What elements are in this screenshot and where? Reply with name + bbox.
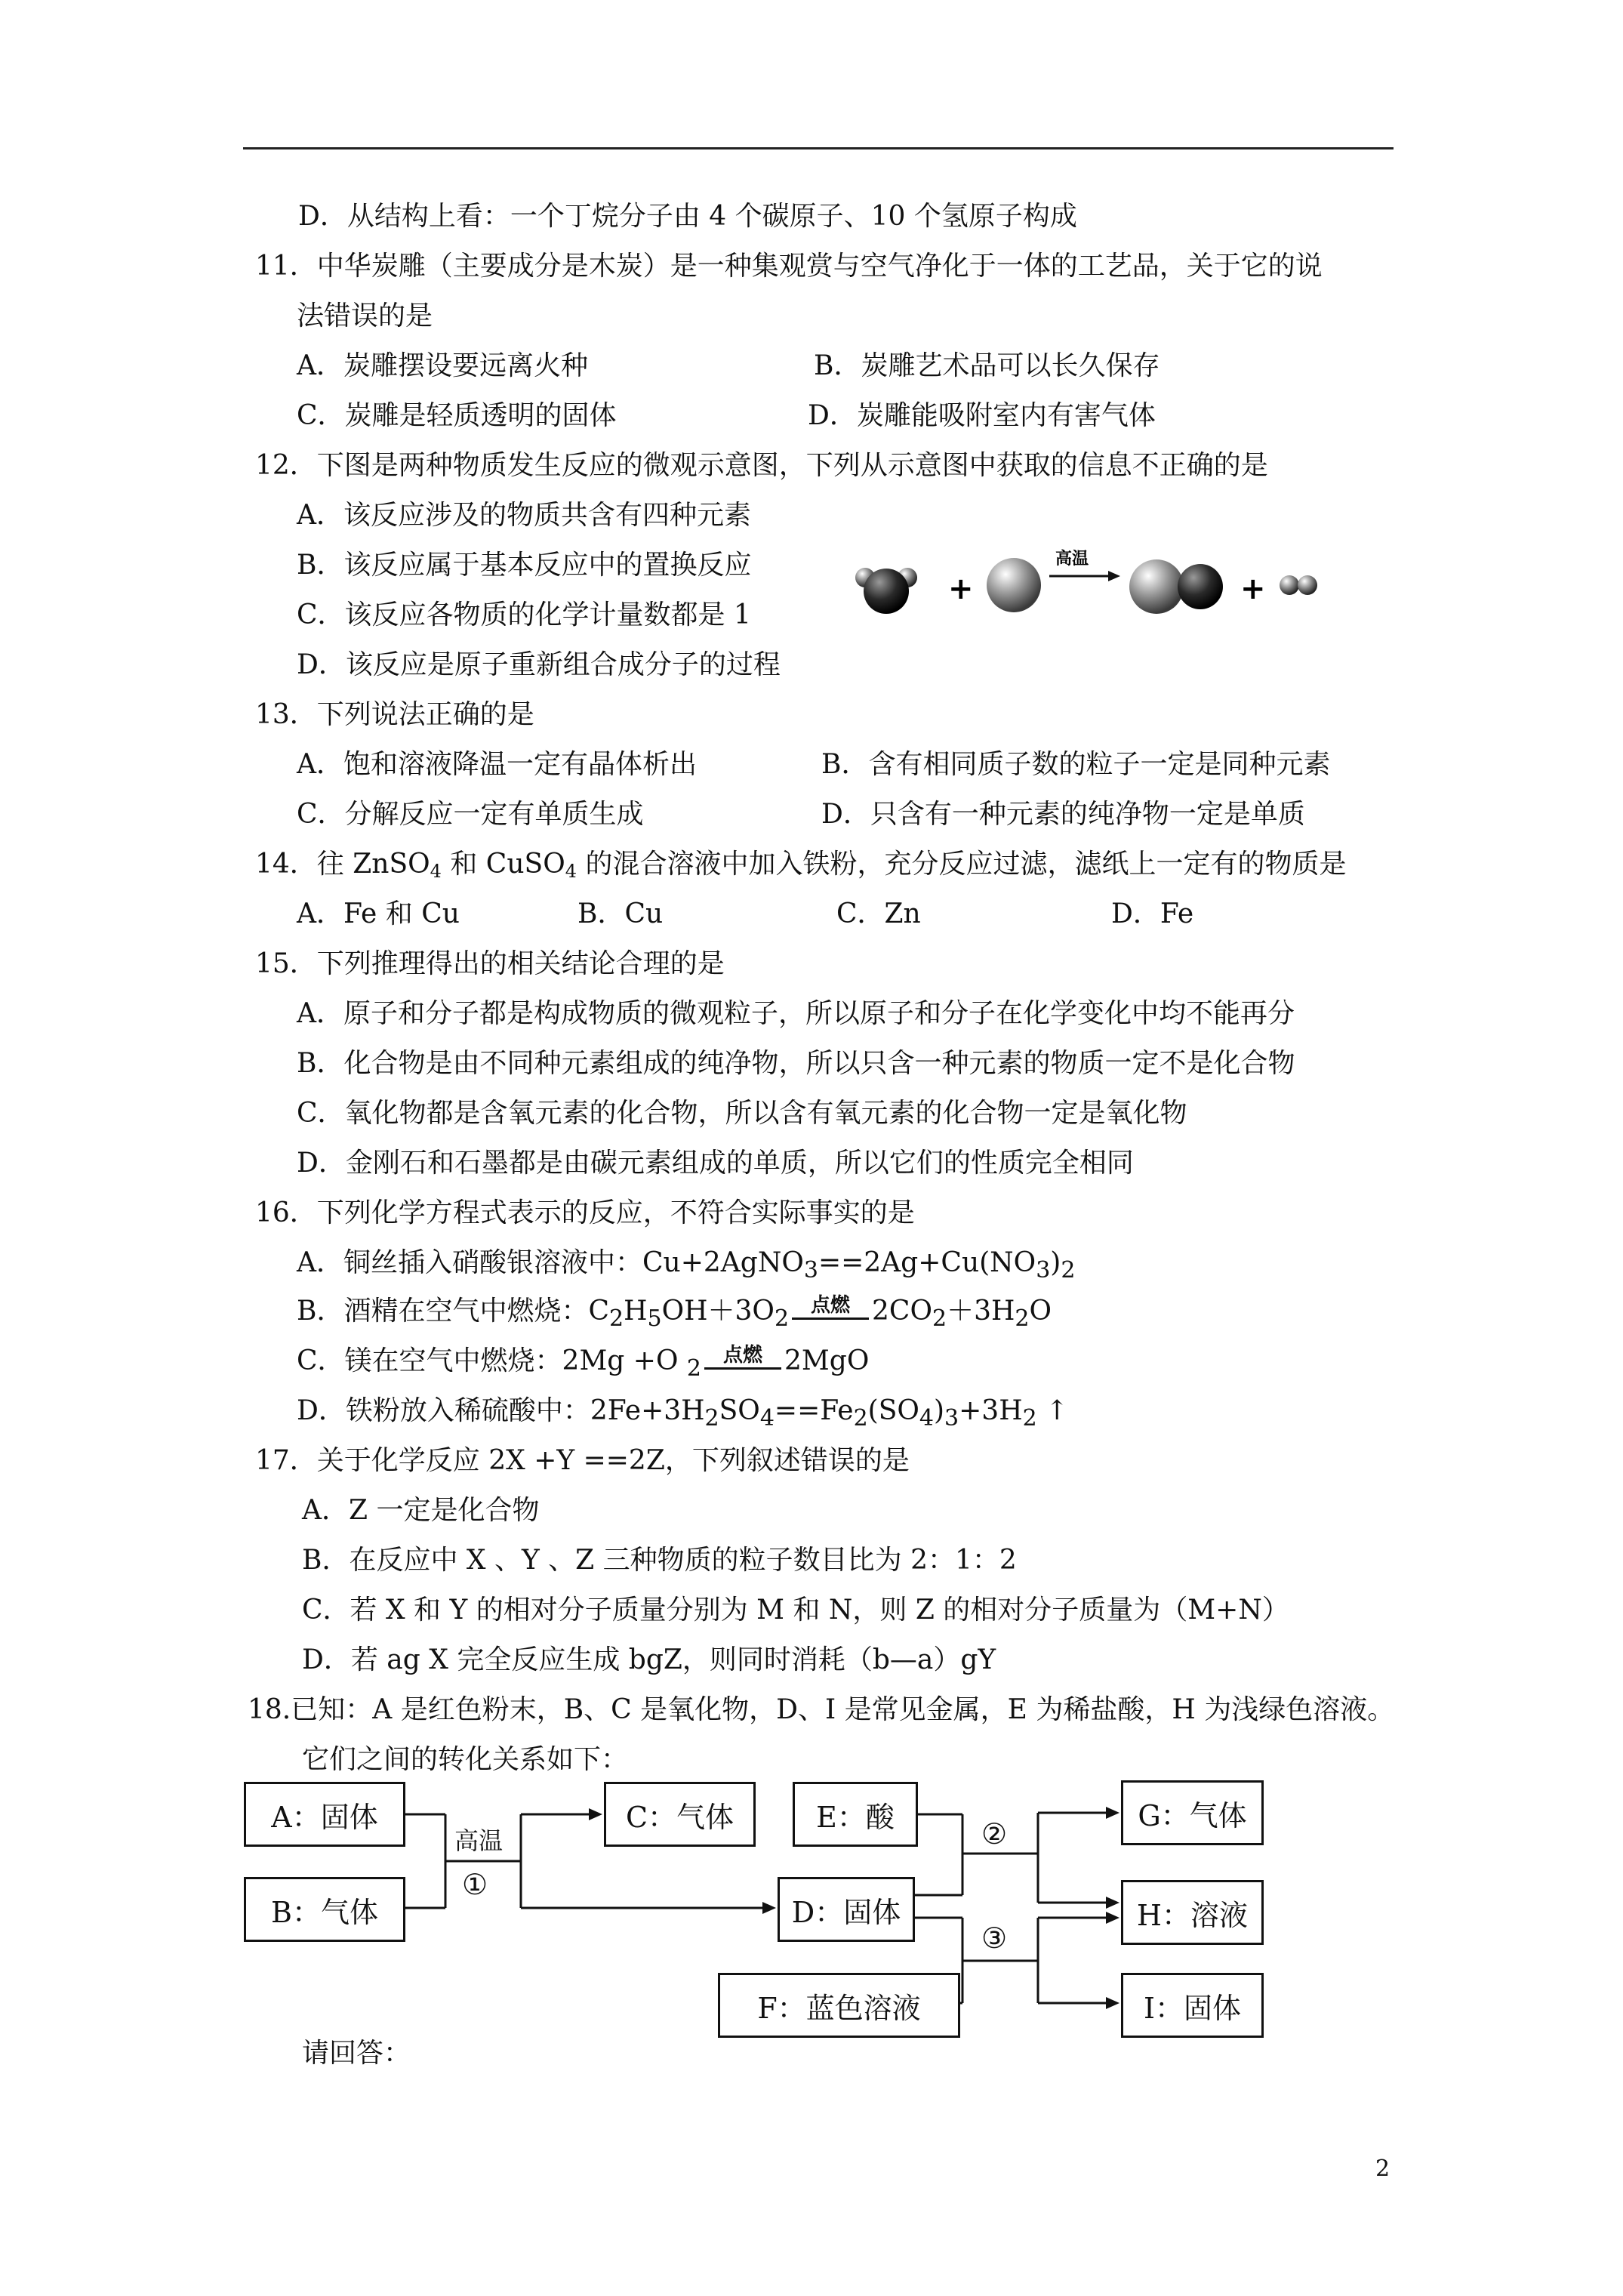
q13-option-a: A．饱和溶液降温一定有晶体析出	[297, 749, 697, 780]
q12-stem: 12．下图是两种物质发生反应的微观示意图，下列从示意图中获取的信息不正确的是	[255, 450, 1268, 481]
node-c: C：气体	[604, 1782, 756, 1847]
node-d: D：固体	[778, 1877, 915, 1942]
q13-option-d: D．只含有一种元素的纯净物一定是单质	[821, 799, 1305, 830]
ignite-arrow: 点燃	[789, 1298, 872, 1328]
flow-step-2: ②	[981, 1817, 1008, 1851]
q14-stem: 14．往 ZnSO$_4$ 和 CuSO$_4$ 的混合溶液中加入铁粉，充分反应过滤，滤纸上一定有的物质是	[255, 849, 1347, 882]
q13-option-b: B．含有相同质子数的粒子一定是同种元素	[821, 749, 1331, 780]
reaction-condition: 高温	[1055, 550, 1089, 569]
arrowhead-to-h-2	[1106, 1912, 1119, 1924]
q12-option-d: D．该反应是原子重新组合成分子的过程	[297, 649, 781, 680]
q11-option-d: D．炭雕能吸附室内有害气体	[808, 400, 1156, 431]
q11-option-c: C．炭雕是轻质透明的固体	[297, 400, 617, 431]
q14-option-c: C．Zn	[836, 898, 921, 929]
q18-stem: 18.已知：A 是红色粉末，B、C 是氧化物，D、I 是常见金属，E 为稀盐酸，H 为浅绿色溶液。	[248, 1694, 1395, 1725]
q15-option-d: D．金刚石和石墨都是由碳元素组成的单质，所以它们的性质完全相同	[297, 1148, 1134, 1179]
q12-option-c: C．该反应各物质的化学计量数都是 1	[297, 599, 751, 630]
flow-step-3: ③	[981, 1922, 1008, 1955]
q14-option-b: B．Cu	[577, 898, 664, 929]
q11-stem-cont: 法错误的是	[297, 300, 433, 331]
flow-step-1: ①	[462, 1868, 488, 1901]
q17-option-a: A．Z 一定是化合物	[302, 1495, 540, 1526]
q16-stem: 16．下列化学方程式表示的反应，不符合实际事实的是	[255, 1197, 915, 1228]
q12-option-a: A．该反应涉及的物质共含有四种元素	[297, 500, 751, 531]
flow-condition-high-temp: 高温	[454, 1826, 504, 1855]
q13-stem: 13．下列说法正确的是	[255, 699, 534, 730]
q11-stem: 11．中华炭雕（主要成分是木炭）是一种集观赏与空气净化于一体的工艺品，关于它的说	[255, 251, 1323, 282]
arrowhead-to-g	[1106, 1807, 1119, 1819]
q11-option-a: A．炭雕摆设要远离火种	[297, 350, 588, 381]
q14-option-d: D．Fe	[1111, 898, 1194, 929]
page-number: 2	[1375, 2156, 1390, 2182]
q15-stem: 15．下列推理得出的相关结论合理的是	[255, 948, 725, 979]
node-e: E：酸	[793, 1782, 918, 1847]
q17-option-c: C．若 X 和 Y 的相对分子质量分别为 M 和 N，则 Z 的相对分子质量为（M+N）	[302, 1595, 1289, 1626]
plus-sign-2: +	[1240, 572, 1266, 606]
ignite-arrow-2: 点燃	[701, 1348, 784, 1378]
q12-option-b: B．该反应属于基本反应中的置换反应	[297, 550, 752, 581]
q10-option-d: D．从结构上看：一个丁烷分子由 4 个碳原子、10 个氢原子构成	[298, 201, 1077, 232]
q16-option-b: B．酒精在空气中燃烧：$C_2H_5OH+3O_2$ 点燃 $2CO_2+3H_2O$	[297, 1294, 1052, 1333]
arrowhead-to-i	[1106, 1997, 1119, 2009]
answer-prompt: 请回答：	[302, 2038, 411, 2069]
q16-option-a: A．铜丝插入硝酸银溶液中：$Cu+2AgNO_3==2Ag+Cu(NO_3)_2$	[297, 1247, 1076, 1284]
arrowhead-to-h-1	[1106, 1897, 1119, 1909]
node-g: G：气体	[1121, 1780, 1264, 1845]
node-i: I：固体	[1121, 1973, 1264, 2038]
q15-option-a: A．原子和分子都是构成物质的微观粒子，所以原子和分子在化学变化中均不能再分	[297, 998, 1295, 1029]
q14-option-a: A．Fe 和 Cu	[297, 898, 460, 929]
q11-option-b: B．炭雕艺术品可以长久保存	[814, 350, 1160, 381]
q17-option-b: B．在反应中 X 、Y 、Z 三种物质的粒子数目比为 2：1：2	[302, 1545, 1017, 1576]
q15-option-c: C．氧化物都是含氧元素的化合物，所以含有氧元素的化合物一定是氧化物	[297, 1098, 1187, 1129]
node-f: F：蓝色溶液	[718, 1973, 960, 2038]
q17-stem: 17．关于化学反应 2X +Y ==2Z，下列叙述错误的是	[255, 1445, 910, 1476]
node-h: H：溶液	[1121, 1880, 1264, 1945]
arrowhead-to-c	[589, 1808, 602, 1820]
q16-option-c: C．镁在空气中燃烧：2Mg +O $_2$ 点燃 2MgO	[297, 1344, 870, 1382]
node-a: A：固体	[244, 1782, 405, 1847]
node-b: B：气体	[244, 1877, 405, 1942]
q13-option-c: C．分解反应一定有单质生成	[297, 799, 644, 830]
q18-stem-cont: 它们之间的转化关系如下：	[302, 1744, 629, 1775]
q17-option-d: D．若 ag X 完全反应生成 bgZ，则同时消耗（b—a）gY	[302, 1644, 996, 1675]
plus-sign: +	[948, 572, 974, 606]
q15-option-b: B．化合物是由不同种元素组成的纯净物，所以只含一种元素的物质一定不是化合物	[297, 1048, 1295, 1079]
q16-option-d: D．铁粉放入稀硫酸中：$2Fe+3H_2SO_4==Fe_2(SO_4)_3+3H_2$ ↑	[297, 1395, 1069, 1432]
arrowhead-to-d	[762, 1902, 776, 1914]
